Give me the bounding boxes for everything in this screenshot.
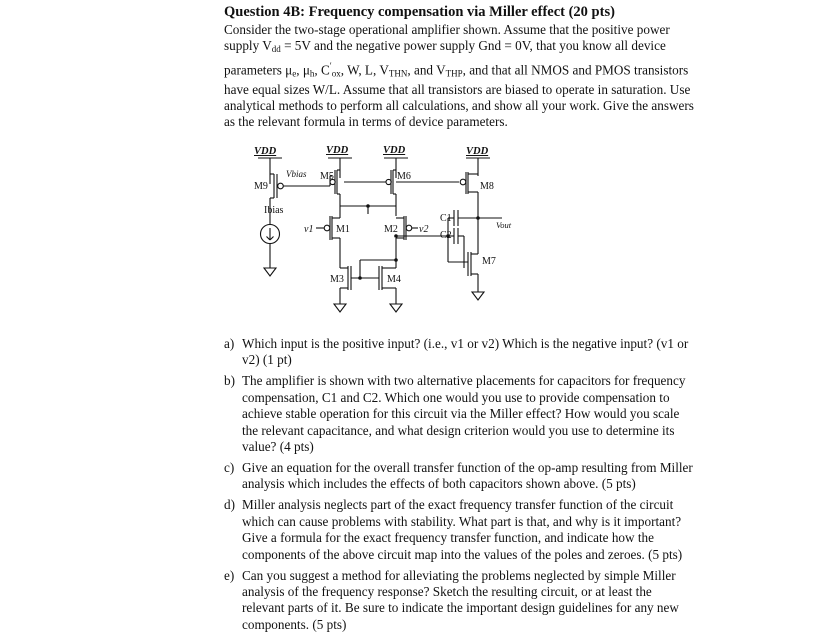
question-a [224,336,696,369]
vout-label: Vout [496,220,512,230]
question-b-text: The amplifier is shown with two alternative placements for capacitors for frequency compensation, C1 and C2. Which one would you use to provide compensation to achieve stable operation for this circuit via the Miller effect? How would you scale the relevant capacitance, and what design criterion would you use to determine its value? (4 pts) [242,373,686,455]
question-e [224,568,696,634]
question-b-letter: b) [224,373,235,389]
question-list [224,336,696,638]
m9-label: M9 [254,181,268,192]
vdd-label-4: VDD [466,146,489,157]
ibias-label: Ibias [264,205,284,216]
question-a-letter: a) [224,336,235,351]
c1-label: C1 [440,213,452,224]
question-c-letter: c) [224,460,235,476]
v2-label: v2 [419,224,429,235]
v1-label: v1 [304,224,314,235]
vdd-label-3: VDD [383,145,406,156]
m6-label: M6 [397,171,411,182]
vbias-label: Vbias [286,169,307,179]
m1-label: M1 [336,224,350,235]
question-d [224,497,696,563]
m3-label: M3 [330,274,344,285]
m2-label: M2 [384,224,398,235]
circuit-diagram [244,144,514,330]
question-d-text: Miller analysis neglects part of the exact frequency transfer function of the circuit which can cause problems with stability. What part is that, and why is it important? Give a formula for the exact frequency transfer function, and indicate how the components of the above circuit map into the values of the poles and zeroes. (5 pts) [242,497,683,562]
question-c [224,460,696,493]
vdd-label-1: VDD [254,146,277,157]
question-title: Question 4B: Frequency compensation via Miller effect (20 pts) [224,4,615,20]
question-intro: Consider the two-stage operational amplifier shown. Assume that the positive power supply $V_{dd} = 5V$ and the negative power supply Gnd = 0V, that you know all device parameters $\mu_e$, $\mu_h$, $C'_{ox}$, W, L, $V_{THN}$, and $V_{THP}$, and that all NMOS and PMOS transistors have equal sizes W/L. Assume that all transistors are biased to operate in saturation. Use analytical methods to perform all calculations, and show all your work. Give the answers as the relevant formula in terms of device parameters. [224,22,694,130]
question-a-text: Which input is the positive input? (i.e., v1 or v2) Which is the negative input? (v1 or v2) (1 pt) [242,336,689,368]
vdd-label-2: VDD [326,145,349,156]
circuit-wiring [244,144,514,330]
m4-label: M4 [387,274,401,285]
m7-label: M7 [482,256,496,267]
question-header [224,4,696,131]
question-b [224,373,696,455]
m5-label: M5 [320,171,334,182]
question-d-letter: d) [224,497,235,513]
question-e-letter: e) [224,567,235,583]
c2-label: C2 [440,230,452,241]
question-e-text: Can you suggest a method for alleviating the problems neglected by simple Miller analysis of the frequency response? Sketch the resulting circuit, or at least the relevant parts of it. Be sure to indicate the important design guidelines for any new components. (5 pts) [242,567,679,632]
question-c-text: Give an equation for the overall transfer function of the op-amp resulting from Miller analysis which includes the effects of both capacitors shown above. (5 pts) [242,460,693,492]
m8-label: M8 [480,181,494,192]
